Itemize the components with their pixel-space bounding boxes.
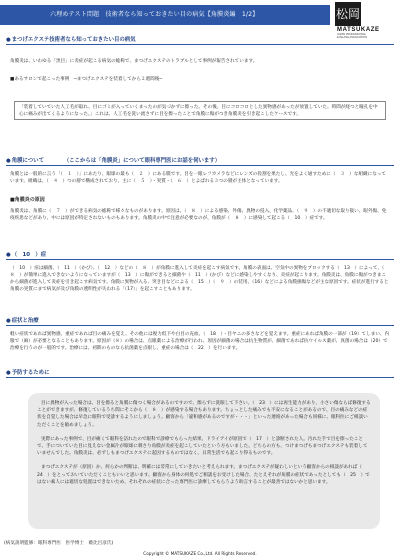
section-title-symptoms: 症状と治療 xyxy=(11,318,39,324)
cause-heading: ■角膜炎の原因 xyxy=(10,197,45,203)
section-title-prevention: 予防するために xyxy=(11,370,50,376)
page-title: 六埋めテスト問題 技術者なら知っておきたい目の病気【角膜炎編 1/2】 xyxy=(50,11,259,18)
divider xyxy=(6,325,394,326)
brand-subtitle-line-2: EYELASH ASSOCIATION xyxy=(337,36,368,39)
case-heading: ■あるサロンで起こった事例 ─まつげエクステを装着してから２週間後─ xyxy=(10,77,163,82)
section-title-keratitis: （ 10 ）症 xyxy=(11,252,47,258)
divider xyxy=(6,259,394,260)
prevention-paragraph-1: 目に異物が入った場合は、目を擦ると角膜に傷つく場合があるのですので、擦らずに洗眼して下さい。（ 23 ）には再生能力があり、小さい傷ならば修復することができますが、修復しているうち間にそこから（ ８ ）が感染する場合もあります。ちょっとした痛みでも不安になることがあるので、目の痛みなどの症状を自覚した場合は早急に眼科で受診するようにしましょう。顧客から「違和感があるのですが・・・」といった連絡があった場合も同様に、眼科医にご相談いただくことを勧めましょう。 xyxy=(37,401,371,428)
brand-logo-mark: 松岡 xyxy=(335,2,361,26)
divider xyxy=(6,377,394,378)
brand-subtitle-line-1: JAPAN PROFESSIONAL xyxy=(337,33,367,36)
symptoms-paragraph: 軽い症状であれば異物感、重症であれば目の痛みを覚え、その他には視力低下や白目の充血、（ 18 ）・目ヤニの多さなどを覚えます。重症にあれば角膜の一部が（19）てしまい、内服で（麻）が必要となることもあります。原因が（８）の場合は、点眼薬による治療が行われ、原因が細菌の場合は抗生物質が、細菌であれば抗ウイルス薬が、真菌の場合は（20）で治療を行うのが一般的です。治療には、初期のものなら抗菌薬を点眼し、重症の場合は（ 22 ）を行います。 xyxy=(10,332,390,351)
case-quote-box: 「装着していていた人工毛が取れ、目にゴミが入っていくまったのが気づかずに擦った。その後、目にコロコロとした異物感があったが放置していた。時間が経つと瞳孔を中心に痛みが出てくるようになった。」これは、人工毛を洗い流さずに目を擦ったことで角膜に傷がつき角膜炎を引き起こしたケースです。 xyxy=(14,101,386,120)
cause-paragraph: 角膜炎は、角膜に（ ７ ）ができる病気の総称で様々なものがあります。原因は、（ ８ ）による感染、外傷、異物の侵入、化学薬品、（ ９ ）の不適切な取り扱い、眼外傷、免疫疾患などがあり、中には原因が特定されないものもあります。角膜炎の中で注意が必要なのが、角膜が（ ８ ）に感染して起こる（ 10 ）症です。 xyxy=(10,209,387,221)
divider xyxy=(6,165,394,166)
section-title-cornea: 角膜について xyxy=(11,158,44,164)
section-title-intro: まつげエクステ技術者なら知っておきたい目の病気 xyxy=(11,37,136,43)
prevention-paragraph-2: 実際にあった事例で、目が痛くて眼科を訪れたので眼科で診療でもらった結果、ドライアイが原因で（ 17 ）と診断された人。汚れた手で目を擦ったことで、手についていた目に見えない金属片が眼球に刺さり角膜が炎症を起こしていたという方もいました。どちらの方も、つけまつげもまつげエクステも装着していませんでした。角膜炎は、必ずしもまつげエクステに起因するものではなく、日常生活でも起こり得るものです。 xyxy=(37,436,368,457)
page-header xyxy=(0,0,400,40)
bullet-icon: ● xyxy=(6,252,11,258)
bullet-icon: ● xyxy=(6,370,11,376)
brand-subtitle xyxy=(337,33,399,39)
section-note-cornea: （ここからは「角膜炎」について眼科専門医にお話を伺います） xyxy=(63,158,221,164)
intro-paragraph: 角膜炎は、いわゆる「黒目」に炎症が起こる病気の総称で、まつげエクステのトラブルとして事例が報告されています。 xyxy=(10,59,258,64)
copyright: Copyright © MATSUKAZE Co.,Ltd. All Rights Reserved. xyxy=(143,551,257,556)
bullet-icon: ● xyxy=(6,318,11,324)
supervision-note: (病気説明監修：眼科専門医 医学博士 薮比呂彦氏) xyxy=(4,541,114,546)
bullet-icon: ● xyxy=(6,37,11,43)
cornea-paragraph: 角膜とは一般的に言う「（ １ ）」にあたり、眼球の最も（ ２ ）にある膜です。目を一眼レフカメラなどにレンズの役割を果たし、光をよく通すために（ ３ ）な組織になっています。組織は、（ ４ ）つの層で構成されており、主に（ ５ ）・実質・（ ６ ）とよばれる３つの層が主体となっています。 xyxy=(10,172,387,184)
prevention-panel xyxy=(28,393,380,529)
keratitis-paragraph: （ 10 ）症は細菌、（ 11 ）（かび）、（ 12 ）などの（ ８ ）が角膜に進入して炎症を起こす病気です。角膜の表面は、空気中の異物をブロックする（ 13 ）によって、（ ８ ）が簡単に進入できないようになっていますが（ 13 ）に傷ができると細菌や（ 11 ）(かび）などに感染しやすくなり、炎症が起こります。角膜炎は、角膜に傷がつきまこから細菌が進入して炎症を引き起こす病気です。角膜に異物が入る、突き目などによる（ 15 ）（ ９ ）の装用、（16）などによる角膜損傷などが主な原因です。症状が進行すると角膜の実質にまで病気が及び角膜の透明性が失われる「（17）」を起こすこともあります。 xyxy=(10,266,389,292)
prevention-paragraph-3: まつげエクステが（原因）か、何らかの判断は、明確には非常にしていきたいと考えられます。まつげエクステが疑わしいという顧客からの相談があれば（ 24 ）をとっておいていただくこともいいと思います。顧客から身体の何処でご相談をお受けした場合、たとえそれが角膜の症状であったとしても（ 25 ）ではない素人には適切な処置はできないため、それぞれの症状に合った専門医に診療してもらうよう助言することが最善ではないかと思います。 xyxy=(37,465,370,485)
brand-name: MATSUKAZE xyxy=(337,27,380,33)
divider xyxy=(6,44,394,45)
bullet-icon: ● xyxy=(6,158,11,164)
